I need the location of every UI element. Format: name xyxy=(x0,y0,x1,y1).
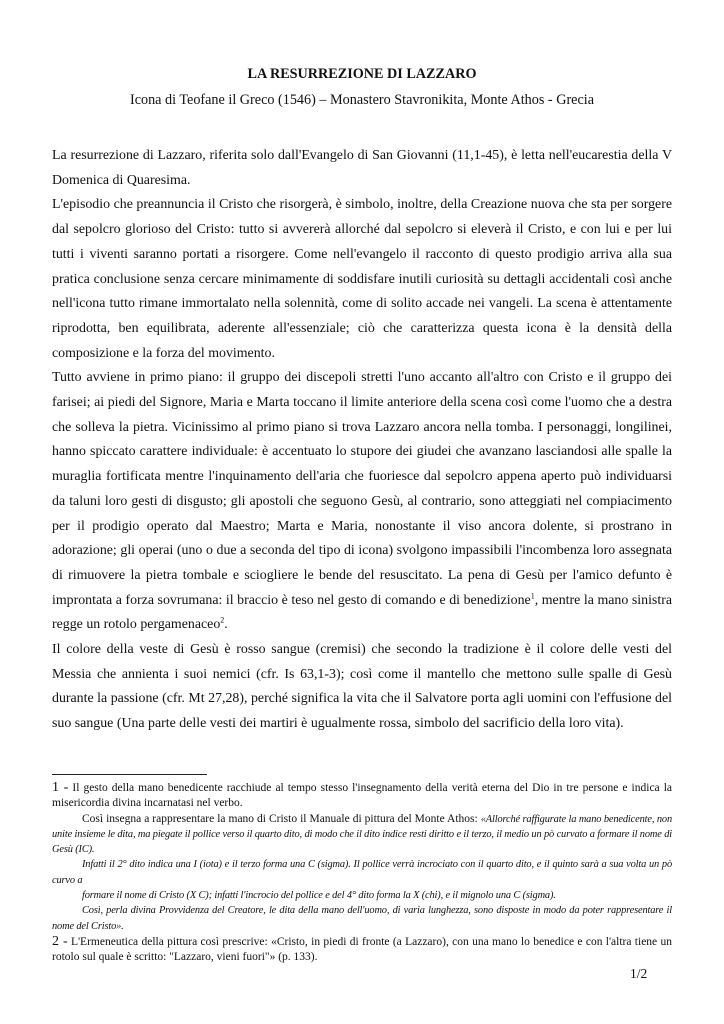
paragraph-3-text-b: , mentre la mano sinistra regge un rotolo pergamenaceo xyxy=(52,592,672,633)
paragraph-2: L'episodio che preannuncia il Cristo che risorgerà, è simbolo, inoltre, della Creazione nuova che sta per sorgere dal sepolcro glorioso del Cristo: tutto si avvererà allorché dal sepolcro si eleverà il Cristo, e con lui e per lui tutti i viventi saranno portati a risorgere. Come nell'evangelo il racconto di questo prodigio arriva alla sua pratica conclusione senza cercare minimamente di soddisfare inutili curiosità su dettagli accidentali così anche nell'icona tutto rimane immortalato nella solennità, come di solito accade nei vangeli. La scena è attentamente riprodotta, ben equilibrata, aderente all'essenziale; ciò che caratterizza questa icona è la densità della composizione e la forza del movimento. xyxy=(52,197,672,361)
footnote-2 xyxy=(52,934,672,966)
footnote-ref-1[interactable]: 1 xyxy=(530,591,535,601)
page-number: 1/2 xyxy=(630,966,648,981)
footnote-1-text: Il gesto della mano benedicente racchiude al tempo stesso l'insegnamento della verità eterna del Dio in tre persone e indica la misericordia divina incarnatasi nel verbo. xyxy=(52,782,672,810)
footnote-1-paragraph-4: formare il nome di Cristo (X C); infatti l'incrocio del pollice e del 4° dito forma la X (chi), e il mignolo una C (sigma). xyxy=(82,890,556,902)
footnotes xyxy=(52,780,672,966)
footnote-1-paragraph-5: Così, perla divina Provvidenza del Creatore, le dita della mano dell'uomo, di varia lunghezza, sono disposte in modo da poter rappresentare il nome del Cristo». xyxy=(52,905,672,932)
footnote-1-paragraph-3: Infatti il 2° dito indica una I (iota) e il terzo forma una C (sigma). Il pollice verrà incrociato con il quarto dito, e il quinto sarà a sua volta un pò curvo a xyxy=(52,859,672,886)
paragraph-3-text-a: Tutto avviene in primo piano: il gruppo dei discepoli stretti l'uno accanto all'altro con Cristo e il gruppo dei farisei; ai piedi del Signore, Maria e Marta toccano il limite anteriore della scena così come l'uomo che a destra che solleva la pietra. Vicinissimo al primo piano si trova Lazzaro ancora nella tomba. I personaggi, longilinei, hanno spiccato carattere individuale: è accentuato lo stupore dei giudei che avanzano lasciandosi alle spalle la muraglia fortificata mentre l'inquinamento dell'aria che fuoriesce dal sepolcro appena aperto può individuarsi da taluni loro gesti di disgusto; gli apostoli che seguono Gesù, al contrario, sono atteggiati nel compiacimento per il prodigio operato dal Maestro; Marta e Maria, nonostante il viso ancora dolente, si prostrano in adorazione; gli operai (uno o due a seconda del tipo di icona) svolgono impassibili l'incombenza loro assegnata di rimuovere la pietra tombale e sciogliere le bende del resuscitato. La pena di Gesù per l'amico defunto è improntata a forza sovrumana: il braccio è teso nel gesto di comando e di benedizione xyxy=(52,370,672,608)
footnote-1 xyxy=(52,780,672,812)
paragraph-3 xyxy=(52,366,672,638)
document-title: LA RESURREZIONE DI LAZZARO xyxy=(247,66,477,82)
footnote-1-number: 1 - xyxy=(52,780,69,795)
footnote-2-number: 2 - xyxy=(52,933,68,949)
footnote-ref-2[interactable]: 2 xyxy=(220,615,225,625)
footnote-2-text: L'Ermeneutica della pittura così prescrive: «Cristo, in piedi di fronte (a Lazzaro), con una mano lo benedice e con l'altra tiene un rotolo sul quale è scritto: "Lazzaro, vieni fuori"» (p. 133). xyxy=(52,935,672,964)
footnote-1-paragraph-2-text: Così insegna a rappresentare la mano di Cristo il Manuale di pittura del Monte Athos: xyxy=(82,812,481,825)
document-subtitle: Icona di Teofane il Greco (1546) – Monastero Stavronikita, Monte Athos - Grecia xyxy=(129,92,595,108)
footnote-divider xyxy=(52,774,207,775)
footnote-1-paragraph-2 xyxy=(52,812,672,858)
paragraph-1: La resurrezione di Lazzaro, riferita solo dall'Evangelo di San Giovanni (11,1-45), è letta nell'eucarestia della V Domenica di Quaresima. xyxy=(52,148,672,188)
paragraph-4: Il colore della veste di Gesù è rosso sangue (cremisi) che secondo la tradizione è il colore delle vesti del Messia che annienta i suoi nemici (cfr. Is 63,1-3); così come il mantello che mettono sulle spalle di Gesù durante la passione (cfr. Mt 27,28), perché significa la vita che il Salvatore porta agli uomini con l'effusione del suo sangue (Una parte delle vesti dei martiri è ugualmente rossa, simbolo del sacrificio della loro vita). xyxy=(52,642,672,732)
paragraph-3-text-c: . xyxy=(224,617,228,633)
body-text xyxy=(52,144,672,737)
footnote-1-quote: «Allorché raffigurate la mano benedicente, non unite insieme le dita, ma piegate il pollice verso il quarto dito, di modo che il dito indice resti diritto e il terzo, il medio un pò curvato a formare il nome di Gesù (IC). xyxy=(52,813,672,856)
